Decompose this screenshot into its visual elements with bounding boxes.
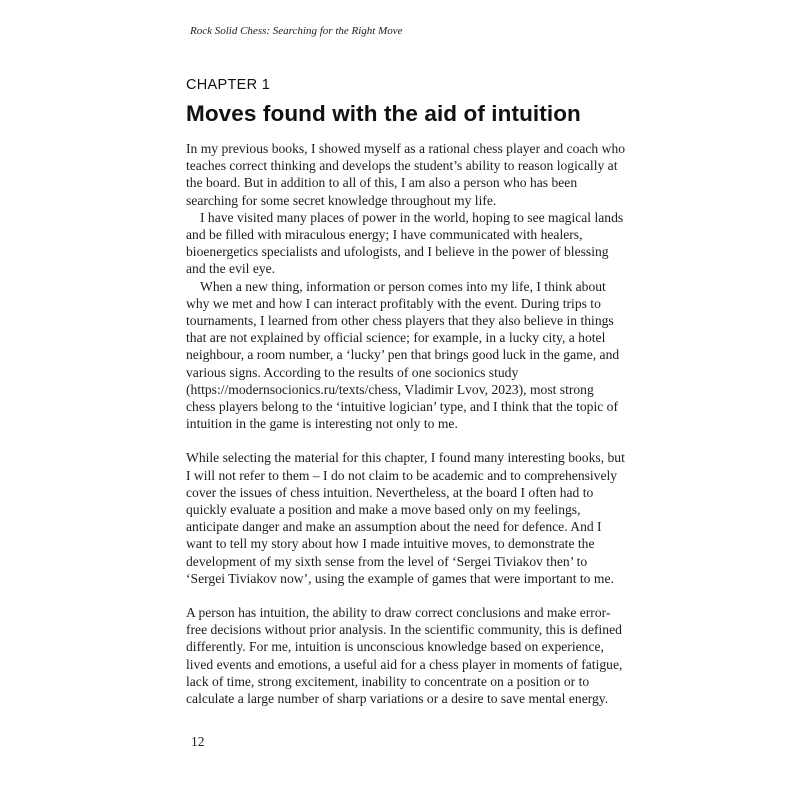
paragraph: When a new thing, information or person comes into my life, I think about why we met and how I can interact profitably with the event. During trips to tournaments, I learned from other chess players that they also believe in things that are not explained by official science; for example, in a lucky city, a hotel neighbour, a room number, a ‘lucky’ pen that brings good luck in the game, and various signs. According to the results of one socionics study (https://modernsocionics.ru/texts/chess, Vladimir Lvov, 2023), most strong chess players belong to the ‘intuitive logician’ type, and I think that the topic of intuition in the game is interesting not only to me. <box>186 278 620 432</box>
paragraph: In my previous books, I showed myself as a rational chess player and coach who teaches correct thinking and develops the student’s ability to reason logically at the board. But in addition to all of this, I am also a person who has been searching for some secret knowledge throughout my life. <box>186 141 626 208</box>
page-number: 12 <box>191 734 205 749</box>
running-header: Rock Solid Chess: Searching for the Right Move <box>190 25 403 37</box>
chapter-title: Moves found with the aid of intuition <box>186 101 581 126</box>
body-text <box>186 140 626 707</box>
paragraph: While selecting the material for this chapter, I found many interesting books, but I will not refer to them – I do not claim to be academic and to comprehensively cover the issues of chess intuition. Nevertheless, at the board I often had to quickly evaluate a position and make a move based only on my feelings, anticipate danger and make an assumption about the need for defence. And I want to tell my story about how I made intuitive moves, to demonstrate the development of my sixth sense from the level of ‘Sergei Tiviakov then’ to ‘Sergei Tiviakov now’, using the example of games that were important to me. <box>186 450 625 586</box>
chapter-label: CHAPTER 1 <box>186 77 271 93</box>
paragraph: A person has intuition, the ability to draw correct conclusions and make error-free decisions without prior analysis. In the scientific community, this is defined differently. For me, intuition is unconscious knowledge based on experience, lived events and emotions, a useful aid for a chess player in moments of fatigue, lack of time, strong excitement, inability to concentrate on a position or to calculate a large number of sharp variations or a desire to save mental energy. <box>186 605 623 707</box>
paragraph: I have visited many places of power in the world, hoping to see magical lands and be filled with miraculous energy; I have communicated with healers, bioenergetics specialists and ufologists, and I believe in the power of blessing and the evil eye. <box>186 209 624 277</box>
